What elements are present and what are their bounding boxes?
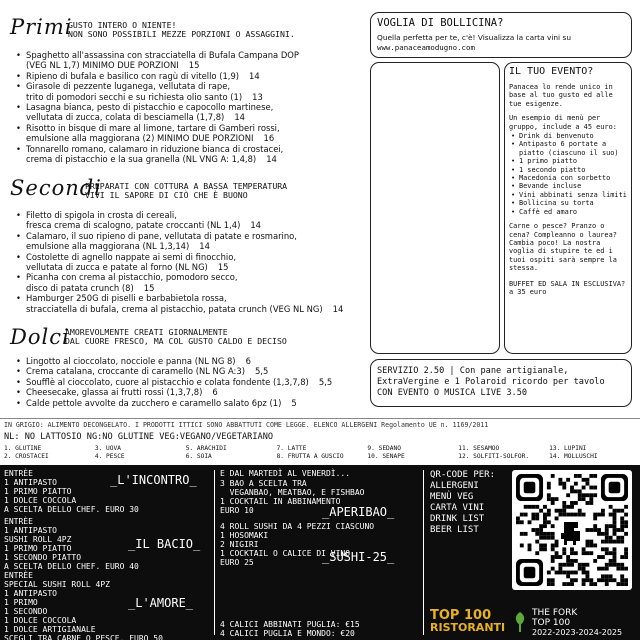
primi-item <box>14 71 364 81</box>
dolci-item-line: • Lingotto al cioccolato, nocciole e panna (NL NG 8) 6 <box>26 356 251 366</box>
dolci-item-line: • Calde pettole avvolte da zucchero e caramello salato 6pz (1) 5 <box>26 397 297 408</box>
primi-item-line: vellutata di zucca, colata di besciamella (1,7,8) 14 <box>26 112 245 123</box>
top100-badge: TOP 100 RISTORANTI <box>430 608 506 634</box>
allergen-entry: 4. PESCE <box>94 452 125 460</box>
evento-list-item: • 1 secondo piatto <box>511 165 586 174</box>
panel-divider <box>423 470 424 635</box>
secondi-item-line: • Picanha con crema al pistacchio, pomodoro secco, <box>26 272 238 283</box>
allergen-entry: 2. CROSTACEI <box>4 452 49 460</box>
thefork-badge: THE FORK TOP 100 2022-2023-2024-2025 <box>532 608 623 637</box>
evento-list <box>509 132 627 216</box>
secondi-item-line: fresca crema di scalogno, patate croccanti (NL 1,4) 14 <box>26 220 262 231</box>
evento-list-item: • Antipasto 6 portate a piatto (ciascuno il suo) <box>511 140 619 157</box>
secondi-item <box>14 210 374 231</box>
primi-item-line: • Risotto in bisque di mare al limone, tartare di Gamberi rossi, <box>26 122 280 133</box>
allergen-entry: 12. SOLFITI-SOLFOR. <box>458 452 530 460</box>
secondi-item-price: 15 <box>143 282 155 293</box>
dolci-item-line: • Soufflè al cioccolato, cuore al pistacchio e colata fondente (1,3,7,8) 5,5 <box>26 376 333 387</box>
dolci-item <box>14 377 364 387</box>
dolci-title: Dolci <box>10 325 70 349</box>
evento-list-item: • Bevande incluse <box>511 182 582 191</box>
allergen-entry: 11. SESAMOO <box>458 445 500 452</box>
legend-grigio: IN GRIGIO: ALIMENTO DECONGELATO. I PRODOTTI ITTICI SONO ABBATTUTI COME LEGGE. ELENCO ALLERGENI Regolamento UE n. 1169/2011 <box>4 421 489 429</box>
divider <box>0 418 640 419</box>
calici: 4 CALICI ABBINATI PUGLIA: €15 4 CALICI PUGLIA E MONDO: €20 <box>220 620 360 638</box>
evento-question: Carne o pesce? Pranzo o cena? Compleanno o laurea? Cambia poco! La nostra voglia di stupire te ed i tuoi ospiti sarà sempre la stessa. <box>509 222 617 273</box>
evento-title: IL TUO EVENTO? <box>509 66 594 77</box>
dolci-item-price: 6 <box>212 387 218 398</box>
bollicina-text: Quella perfetta per te, c'è! Visualizza la carta vini su www.panaceamodugno.com <box>377 33 571 52</box>
dolci-item-price: 5,5 <box>254 366 269 377</box>
allergen-entry: 1. GLUTINE <box>4 445 42 452</box>
secondi-item <box>14 231 374 252</box>
secondi-item-line: • Hamburger 250G di piselli e barbabietola rossa, <box>26 293 227 304</box>
primi-item-price: 15 <box>188 60 200 71</box>
secondi-item-price: 14 <box>250 220 262 231</box>
primi-item-line: • Girasole di pezzente luganega, vellutata di rape, <box>26 81 231 92</box>
primi-item <box>14 50 364 71</box>
primi-item <box>14 123 364 144</box>
allergen-entry: 10. SENAPE <box>367 452 405 460</box>
fork-icon <box>512 611 528 633</box>
secondi-item-price: 14 <box>199 241 210 252</box>
evento-body <box>509 83 627 296</box>
evento-intro: Panacea lo rende unico in base al tuo gusto ed alle tue esigenze. <box>509 83 613 108</box>
allergen-entry: 13. LUPINI <box>549 445 587 452</box>
dolci-item-line: • Cheesecake, glassa ai frutti rossi (1,3,7,8) 6 <box>26 387 218 398</box>
package-amore-name: _L'AMORE_ <box>128 596 194 610</box>
primi-item-line: • Ripieno di bufala e basilico con ragù di vitello (1,9) 14 <box>26 70 260 81</box>
packages-panel <box>0 465 640 640</box>
servizio-box <box>370 359 632 407</box>
dolci-item <box>14 398 364 408</box>
primi-item-line: crema di pistacchio e la sua granella (NL VNG A: 1,4,8) 14 <box>26 154 277 165</box>
bollicina-title: VOGLIA DI BOLLICINA? <box>377 17 504 29</box>
primi-item-price: 13 <box>252 91 263 102</box>
servizio-text: SERVIZIO 2.50 | Con pane artigianale, ExtraVergine e 1 Polaroid ricordo per tavolo CON EVENTO O MUSICA LIVE 3.50 <box>377 366 605 398</box>
evento-buffet: BUFFET ED SALA IN ESCLUSIVA? a 35 euro <box>509 279 626 296</box>
dolci-item <box>14 356 364 366</box>
primi-item-line: • Tonnarello romano, calamaro in riduzione bianca di crostacei, <box>26 143 284 154</box>
bollicina-site[interactable]: www.panaceamodugno.com <box>377 42 475 52</box>
evento-list-item: • Drink di benvenuto <box>511 132 594 141</box>
evento-list-item: • 1 primo piatto <box>511 157 578 166</box>
package-incontro: ENTRÈE 1 ANTIPASTO 1 PRIMO PIATTO 1 DOLCE COCCOLA A SCELTA DELLO CHEF. EURO 30 <box>4 469 139 514</box>
primi-item-line: (VEG NL 1,7) MINIMO DUE PORZIONI 15 <box>26 60 200 71</box>
primi-title: Primi <box>10 15 73 39</box>
secondi-item-line: disco di patata crunch (8) 15 <box>26 282 155 293</box>
secondi-item-line: • Filetto di spigola in crosta di cereali, <box>26 210 177 220</box>
evento-list-item: • Vini abbinati senza limiti <box>511 190 627 199</box>
primi-item-price: 16 <box>263 133 275 144</box>
panel-divider <box>214 470 215 635</box>
dolci-item-line: • Crema catalana, croccante di caramello (NL NG A:3) 5,5 <box>26 366 269 377</box>
decorative-box <box>370 62 500 354</box>
legend-band <box>0 421 640 461</box>
allergen-entry: 7. LATTE <box>276 445 307 452</box>
primi-item-line: emulsione alla maggiorana (2) MINIMO DUE PORZIONI 16 <box>26 133 275 144</box>
dolci-item-price: 5 <box>291 397 297 408</box>
secondi-item-line: emulsione alla maggiorana (NL 1,3,14) 14 <box>26 241 210 252</box>
primi-item-line: • Lasagna bianca, pesto di pistacchio e capocollo martinese, <box>26 102 274 113</box>
secondi-list <box>14 210 374 314</box>
legend-codes: NL: NO LATTOSIO NG:NO GLUTINE VEG:VEGANO/VEGETARIANO <box>4 432 274 442</box>
primi-item <box>14 81 364 102</box>
package-amore: ENTRÈE SPECIAL SUSHI ROLL 4PZ 1 ANTIPASTO 1 PRIMO 1 SECONDO 1 DOLCE COCCOLA 1 DOLCE ARTIGIANALE SCEGLI TRA CARNE O PESCE. EURO 50 <box>4 571 163 640</box>
package-bacio: ENTRÈE 1 ANTIPASTO SUSHI ROLL 4PZ 1 PRIMO PIATTO 1 SECONDO PIATTO A SCELTA DELLO CHEF. EURO 40 <box>4 517 139 571</box>
secondi-item-price: 15 <box>217 262 229 273</box>
sushi25: 4 ROLL SUSHI DA 4 PEZZI CIASCUNO 1 HOSOMAKI 2 NIGIRI 1 COCKTAIL O CALICE DI VINO EURO 25 <box>220 522 375 567</box>
dolci-list <box>14 356 364 408</box>
secondi-item <box>14 293 374 314</box>
secondi-item-line: stracciatella di bufala, crema al pistacchio, patata crunch (VEG NL NG) 14 <box>26 303 344 314</box>
allergen-entry: 8. FRUTTA A GUSCIO <box>276 452 344 460</box>
secondi-item-line: • Costolette di agnello nappate ai semi di finocchio, <box>26 251 236 262</box>
package-bacio-name: _IL BACIO_ <box>128 537 201 551</box>
allergen-entry: 6. SOIA <box>185 452 212 460</box>
primi-item-price: 14 <box>234 112 245 123</box>
secondi-item-price: 14 <box>332 303 344 314</box>
evento-example: Un esempio di menù per gruppo, include a 45 euro: <box>509 114 617 131</box>
secondi-item-line: • Calamaro, il suo ripieno di pane, vellutata di patate e rosmarino, <box>26 230 297 241</box>
primi-subtitle: GUSTO INTERO O NIENTE! NON SONO POSSIBILI MEZZE PORZIONI O ASSAGGINI. <box>68 20 295 39</box>
primi-item-line: trito di pomodori secchi e su richiesta olio santo (1) 13 <box>26 91 263 102</box>
allergen-entry: 14. MOLLUSCHI <box>549 452 598 460</box>
secondi-item <box>14 252 374 273</box>
secondi-item <box>14 272 374 293</box>
allergen-grid <box>0 445 640 461</box>
secondi-item-line: vellutata di zucca e patate al forno (NL NG) 15 <box>26 262 229 273</box>
evento-list-item: • Macedonia con sorbetto <box>511 174 611 183</box>
martedi-head: E DAL MARTEDÌ AL VENERDÌ... <box>220 469 351 478</box>
aperibao: 3 BAO A SCELTA TRA VEGANBAO, MEATBAO, E FISHBAO 1 COCKTAIL IN ABBINAMENTO EURO 10 <box>220 479 365 515</box>
allergen-entry: 9. SEDANO <box>367 445 401 452</box>
dolci-item-price: 6 <box>245 356 251 366</box>
qr-code[interactable] <box>512 470 632 590</box>
primi-list <box>14 50 364 164</box>
primi-item-price: 14 <box>249 70 260 81</box>
primi-item <box>14 144 364 165</box>
primi-item-line: • Spaghetto all'assassina con stracciatella di Bufala Campana DOP <box>26 50 299 60</box>
dolci-item <box>14 387 364 397</box>
dolci-subtitle: AMOREVOLMENTE CREATI GIORNALMENTE DAL CUORE FRESCO, MA COL GUSTO CALDO E DECISO <box>65 327 287 346</box>
evento-list-item: • Caffè ed amaro <box>511 207 578 216</box>
primi-item <box>14 102 364 123</box>
secondi-subtitle: PREPARATI CON COTTURA A BASSA TEMPERATURA VIVI IL SAPORE DI CIÒ CHE È BUONO <box>85 181 288 200</box>
dolci-item <box>14 366 364 376</box>
qr-label: QR-CODE PER: ALLERGENI MENÙ VEG CARTA VINI DRINK LIST BEER LIST <box>430 470 496 535</box>
allergen-entry: 3. UOVA <box>94 445 121 452</box>
secondi-title: Secondi <box>10 176 102 200</box>
allergen-entry: 5. ARACHIDI <box>185 445 227 452</box>
evento-box <box>504 62 632 354</box>
evento-list-item: • Bollicina su torta <box>511 199 594 208</box>
primi-item-price: 14 <box>266 154 277 165</box>
bollicina-box <box>370 12 632 58</box>
package-incontro-name: _L'INCONTRO_ <box>110 473 197 487</box>
dolci-item-price: 5,5 <box>318 376 333 387</box>
sushi25-name: _SUSHI-25_ <box>322 550 395 564</box>
aperibao-name: _APERIBAO_ <box>322 505 395 519</box>
